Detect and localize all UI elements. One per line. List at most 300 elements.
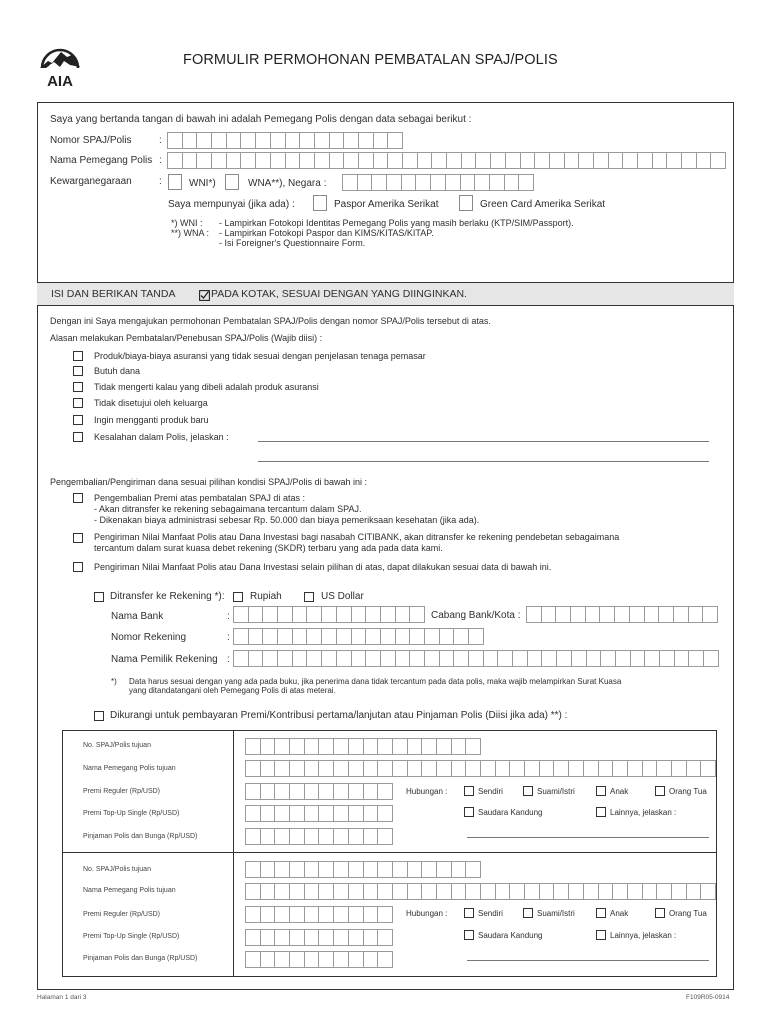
char-box[interactable] (289, 828, 305, 845)
char-box[interactable] (196, 152, 212, 169)
wna-checkbox[interactable] (225, 174, 239, 190)
explain-line-2[interactable] (258, 461, 709, 462)
char-box[interactable] (245, 906, 261, 923)
char-box[interactable] (233, 606, 249, 623)
char-box[interactable] (453, 628, 469, 645)
char-box[interactable] (245, 760, 261, 777)
char-box[interactable] (314, 132, 330, 149)
b1-premi-reguler-input[interactable] (245, 783, 392, 800)
char-box[interactable] (627, 883, 643, 900)
char-box[interactable] (524, 883, 540, 900)
char-box[interactable] (274, 738, 290, 755)
char-box[interactable] (318, 883, 334, 900)
char-box[interactable] (333, 929, 349, 946)
char-box[interactable] (402, 152, 418, 169)
b1-topup-input[interactable] (245, 805, 392, 822)
char-box[interactable] (245, 951, 261, 968)
char-box[interactable] (260, 951, 276, 968)
char-box[interactable] (505, 152, 521, 169)
char-box[interactable] (555, 606, 571, 623)
char-box[interactable] (365, 650, 381, 667)
char-box[interactable] (583, 760, 599, 777)
char-box[interactable] (304, 828, 320, 845)
char-box[interactable] (474, 174, 490, 191)
char-box[interactable] (363, 760, 379, 777)
char-box[interactable] (262, 606, 278, 623)
char-box[interactable] (373, 132, 389, 149)
char-box[interactable] (260, 760, 276, 777)
char-box[interactable] (333, 906, 349, 923)
char-box[interactable] (608, 152, 624, 169)
char-box[interactable] (270, 152, 286, 169)
char-box[interactable] (392, 883, 408, 900)
char-box[interactable] (504, 174, 520, 191)
char-box[interactable] (357, 174, 373, 191)
char-box[interactable] (570, 606, 586, 623)
nomor-rekening-input[interactable] (233, 628, 483, 645)
reason-checkbox-produk[interactable] (73, 351, 83, 361)
char-box[interactable] (700, 883, 716, 900)
char-box[interactable] (292, 628, 308, 645)
char-box[interactable] (248, 650, 264, 667)
char-box[interactable] (318, 783, 334, 800)
char-box[interactable] (377, 828, 393, 845)
char-box[interactable] (333, 805, 349, 822)
char-box[interactable] (289, 883, 305, 900)
char-box[interactable] (436, 883, 452, 900)
char-box[interactable] (299, 132, 315, 149)
char-box[interactable] (407, 861, 423, 878)
char-box[interactable] (333, 861, 349, 878)
char-box[interactable] (255, 132, 271, 149)
char-box[interactable] (407, 738, 423, 755)
char-box[interactable] (348, 805, 364, 822)
char-box[interactable] (348, 861, 364, 878)
char-box[interactable] (248, 628, 264, 645)
char-box[interactable] (285, 132, 301, 149)
char-box[interactable] (688, 650, 704, 667)
char-box[interactable] (363, 951, 379, 968)
char-box[interactable] (534, 152, 550, 169)
char-box[interactable] (553, 760, 569, 777)
char-box[interactable] (245, 828, 261, 845)
char-box[interactable] (318, 738, 334, 755)
char-box[interactable] (431, 152, 447, 169)
char-box[interactable] (329, 132, 345, 149)
char-box[interactable] (539, 883, 555, 900)
char-box[interactable] (700, 760, 716, 777)
refund-checkbox-premi[interactable] (73, 493, 83, 503)
char-box[interactable] (445, 174, 461, 191)
char-box[interactable] (512, 650, 528, 667)
b2-saudara-checkbox[interactable] (464, 930, 474, 940)
char-box[interactable] (593, 152, 609, 169)
char-box[interactable] (343, 132, 359, 149)
refund-checkbox-lainnya[interactable] (73, 562, 83, 572)
char-box[interactable] (460, 174, 476, 191)
nama-pemilik-input[interactable] (233, 650, 718, 667)
char-box[interactable] (637, 152, 653, 169)
char-box[interactable] (245, 861, 261, 878)
b2-pinjaman-input[interactable] (245, 951, 392, 968)
char-box[interactable] (240, 132, 256, 149)
char-box[interactable] (451, 738, 467, 755)
char-box[interactable] (182, 152, 198, 169)
char-box[interactable] (321, 628, 337, 645)
char-box[interactable] (446, 152, 462, 169)
char-box[interactable] (526, 606, 542, 623)
char-box[interactable] (681, 152, 697, 169)
char-box[interactable] (260, 929, 276, 946)
char-box[interactable] (333, 951, 349, 968)
b2-lainnya-line[interactable] (467, 960, 709, 961)
char-box[interactable] (226, 132, 242, 149)
b1-nama-input[interactable] (245, 760, 715, 777)
char-box[interactable] (299, 152, 315, 169)
char-box[interactable] (380, 606, 396, 623)
char-box[interactable] (260, 805, 276, 822)
char-box[interactable] (318, 929, 334, 946)
green-card-checkbox[interactable] (459, 195, 473, 211)
usd-checkbox[interactable] (304, 592, 314, 602)
char-box[interactable] (671, 760, 687, 777)
char-box[interactable] (304, 805, 320, 822)
char-box[interactable] (348, 760, 364, 777)
b1-orang-tua-checkbox[interactable] (655, 786, 665, 796)
char-box[interactable] (233, 650, 249, 667)
char-box[interactable] (475, 152, 491, 169)
char-box[interactable] (495, 883, 511, 900)
char-box[interactable] (688, 606, 704, 623)
char-box[interactable] (380, 650, 396, 667)
char-box[interactable] (527, 650, 543, 667)
char-box[interactable] (274, 883, 290, 900)
char-box[interactable] (167, 152, 183, 169)
char-box[interactable] (274, 906, 290, 923)
char-box[interactable] (377, 951, 393, 968)
char-box[interactable] (292, 606, 308, 623)
rupiah-checkbox[interactable] (233, 592, 243, 602)
char-box[interactable] (377, 883, 393, 900)
char-box[interactable] (490, 152, 506, 169)
char-box[interactable] (541, 650, 557, 667)
char-box[interactable] (373, 152, 389, 169)
char-box[interactable] (351, 650, 367, 667)
char-box[interactable] (509, 760, 525, 777)
refund-checkbox-citibank[interactable] (73, 533, 83, 543)
b2-nama-input[interactable] (245, 883, 715, 900)
char-box[interactable] (598, 760, 614, 777)
char-box[interactable] (333, 783, 349, 800)
char-box[interactable] (568, 760, 584, 777)
char-box[interactable] (674, 650, 690, 667)
char-box[interactable] (363, 883, 379, 900)
b1-saudara-checkbox[interactable] (464, 807, 474, 817)
char-box[interactable] (289, 760, 305, 777)
char-box[interactable] (642, 760, 658, 777)
char-box[interactable] (289, 951, 305, 968)
char-box[interactable] (430, 174, 446, 191)
b1-lainnya-line[interactable] (467, 837, 709, 838)
char-box[interactable] (348, 883, 364, 900)
b1-suami-istri-checkbox[interactable] (523, 786, 533, 796)
char-box[interactable] (615, 650, 631, 667)
char-box[interactable] (333, 828, 349, 845)
char-box[interactable] (541, 606, 557, 623)
char-box[interactable] (659, 650, 675, 667)
b2-premi-reguler-input[interactable] (245, 906, 392, 923)
char-box[interactable] (274, 805, 290, 822)
char-box[interactable] (710, 152, 726, 169)
char-box[interactable] (598, 883, 614, 900)
char-box[interactable] (656, 883, 672, 900)
char-box[interactable] (365, 606, 381, 623)
b2-lainnya-checkbox[interactable] (596, 930, 606, 940)
negara-input[interactable] (342, 174, 533, 191)
char-box[interactable] (395, 628, 411, 645)
char-box[interactable] (421, 883, 437, 900)
char-box[interactable] (571, 650, 587, 667)
char-box[interactable] (321, 606, 337, 623)
char-box[interactable] (363, 861, 379, 878)
char-box[interactable] (377, 760, 393, 777)
char-box[interactable] (260, 906, 276, 923)
char-box[interactable] (304, 883, 320, 900)
char-box[interactable] (226, 152, 242, 169)
char-box[interactable] (652, 152, 668, 169)
char-box[interactable] (386, 174, 402, 191)
char-box[interactable] (421, 738, 437, 755)
char-box[interactable] (240, 152, 256, 169)
cabang-input[interactable] (526, 606, 717, 623)
char-box[interactable] (686, 883, 702, 900)
char-box[interactable] (568, 883, 584, 900)
char-box[interactable] (518, 174, 534, 191)
char-box[interactable] (539, 760, 555, 777)
char-box[interactable] (260, 783, 276, 800)
char-box[interactable] (333, 760, 349, 777)
char-box[interactable] (377, 738, 393, 755)
char-box[interactable] (671, 883, 687, 900)
char-box[interactable] (318, 805, 334, 822)
char-box[interactable] (348, 828, 364, 845)
b1-anak-checkbox[interactable] (596, 786, 606, 796)
char-box[interactable] (703, 650, 719, 667)
char-box[interactable] (289, 783, 305, 800)
char-box[interactable] (348, 906, 364, 923)
reason-checkbox-produk-baru[interactable] (73, 415, 83, 425)
char-box[interactable] (702, 606, 718, 623)
char-box[interactable] (270, 132, 286, 149)
b1-spaj-input[interactable] (245, 738, 480, 755)
char-box[interactable] (304, 783, 320, 800)
char-box[interactable] (377, 805, 393, 822)
char-box[interactable] (392, 738, 408, 755)
char-box[interactable] (211, 132, 227, 149)
char-box[interactable] (336, 650, 352, 667)
char-box[interactable] (318, 828, 334, 845)
char-box[interactable] (255, 152, 271, 169)
char-box[interactable] (612, 760, 628, 777)
char-box[interactable] (277, 650, 293, 667)
char-box[interactable] (318, 861, 334, 878)
char-box[interactable] (306, 628, 322, 645)
char-box[interactable] (351, 628, 367, 645)
char-box[interactable] (289, 738, 305, 755)
char-box[interactable] (629, 606, 645, 623)
char-box[interactable] (465, 883, 481, 900)
char-box[interactable] (627, 760, 643, 777)
char-box[interactable] (583, 883, 599, 900)
char-box[interactable] (274, 861, 290, 878)
char-box[interactable] (407, 883, 423, 900)
char-box[interactable] (304, 760, 320, 777)
char-box[interactable] (304, 738, 320, 755)
char-box[interactable] (377, 861, 393, 878)
char-box[interactable] (497, 650, 513, 667)
char-box[interactable] (333, 883, 349, 900)
b2-orang-tua-checkbox[interactable] (655, 908, 665, 918)
char-box[interactable] (292, 650, 308, 667)
char-box[interactable] (424, 650, 440, 667)
char-box[interactable] (409, 650, 425, 667)
char-box[interactable] (439, 650, 455, 667)
char-box[interactable] (468, 650, 484, 667)
b2-suami-istri-checkbox[interactable] (523, 908, 533, 918)
char-box[interactable] (274, 783, 290, 800)
char-box[interactable] (480, 760, 496, 777)
char-box[interactable] (465, 738, 481, 755)
char-box[interactable] (401, 174, 417, 191)
char-box[interactable] (387, 132, 403, 149)
char-box[interactable] (387, 152, 403, 169)
reason-checkbox-tidak-mengerti[interactable] (73, 382, 83, 392)
char-box[interactable] (461, 152, 477, 169)
char-box[interactable] (395, 606, 411, 623)
nama-pemegang-input[interactable] (167, 152, 725, 169)
char-box[interactable] (436, 738, 452, 755)
char-box[interactable] (509, 883, 525, 900)
char-box[interactable] (524, 760, 540, 777)
char-box[interactable] (182, 132, 198, 149)
char-box[interactable] (465, 861, 481, 878)
char-box[interactable] (274, 929, 290, 946)
char-box[interactable] (451, 883, 467, 900)
char-box[interactable] (453, 650, 469, 667)
deduction-checkbox[interactable] (94, 711, 104, 721)
char-box[interactable] (599, 606, 615, 623)
char-box[interactable] (409, 628, 425, 645)
char-box[interactable] (314, 152, 330, 169)
char-box[interactable] (363, 738, 379, 755)
char-box[interactable] (289, 805, 305, 822)
char-box[interactable] (424, 628, 440, 645)
char-box[interactable] (673, 606, 689, 623)
char-box[interactable] (262, 628, 278, 645)
char-box[interactable] (614, 606, 630, 623)
char-box[interactable] (686, 760, 702, 777)
nomor-spaj-input[interactable] (167, 132, 402, 149)
char-box[interactable] (495, 760, 511, 777)
char-box[interactable] (377, 906, 393, 923)
char-box[interactable] (285, 152, 301, 169)
paspor-as-checkbox[interactable] (313, 195, 327, 211)
char-box[interactable] (392, 760, 408, 777)
char-box[interactable] (358, 152, 374, 169)
char-box[interactable] (274, 951, 290, 968)
char-box[interactable] (274, 828, 290, 845)
char-box[interactable] (245, 883, 261, 900)
char-box[interactable] (318, 906, 334, 923)
reason-checkbox-keluarga[interactable] (73, 398, 83, 408)
char-box[interactable] (451, 760, 467, 777)
char-box[interactable] (578, 152, 594, 169)
char-box[interactable] (245, 929, 261, 946)
char-box[interactable] (417, 152, 433, 169)
char-box[interactable] (451, 861, 467, 878)
char-box[interactable] (289, 861, 305, 878)
char-box[interactable] (436, 861, 452, 878)
char-box[interactable] (377, 783, 393, 800)
char-box[interactable] (306, 650, 322, 667)
char-box[interactable] (348, 783, 364, 800)
char-box[interactable] (421, 760, 437, 777)
char-box[interactable] (289, 906, 305, 923)
char-box[interactable] (289, 929, 305, 946)
char-box[interactable] (465, 760, 481, 777)
char-box[interactable] (304, 906, 320, 923)
b2-topup-input[interactable] (245, 929, 392, 946)
char-box[interactable] (371, 174, 387, 191)
char-box[interactable] (439, 628, 455, 645)
char-box[interactable] (644, 650, 660, 667)
char-box[interactable] (351, 606, 367, 623)
char-box[interactable] (666, 152, 682, 169)
char-box[interactable] (656, 760, 672, 777)
char-box[interactable] (630, 650, 646, 667)
char-box[interactable] (622, 152, 638, 169)
char-box[interactable] (696, 152, 712, 169)
char-box[interactable] (318, 760, 334, 777)
char-box[interactable] (377, 929, 393, 946)
char-box[interactable] (248, 606, 264, 623)
char-box[interactable] (318, 951, 334, 968)
char-box[interactable] (260, 883, 276, 900)
reason-checkbox-kesalahan[interactable] (73, 432, 83, 442)
char-box[interactable] (363, 805, 379, 822)
reason-checkbox-butuh-dana[interactable] (73, 366, 83, 376)
char-box[interactable] (304, 861, 320, 878)
transfer-checkbox[interactable] (94, 592, 104, 602)
char-box[interactable] (407, 760, 423, 777)
char-box[interactable] (489, 174, 505, 191)
char-box[interactable] (358, 132, 374, 149)
char-box[interactable] (363, 783, 379, 800)
char-box[interactable] (306, 606, 322, 623)
char-box[interactable] (564, 152, 580, 169)
char-box[interactable] (277, 628, 293, 645)
char-box[interactable] (329, 152, 345, 169)
char-box[interactable] (421, 861, 437, 878)
char-box[interactable] (348, 738, 364, 755)
char-box[interactable] (644, 606, 660, 623)
char-box[interactable] (260, 738, 276, 755)
char-box[interactable] (480, 883, 496, 900)
char-box[interactable] (260, 861, 276, 878)
char-box[interactable] (233, 628, 249, 645)
b2-anak-checkbox[interactable] (596, 908, 606, 918)
char-box[interactable] (277, 606, 293, 623)
